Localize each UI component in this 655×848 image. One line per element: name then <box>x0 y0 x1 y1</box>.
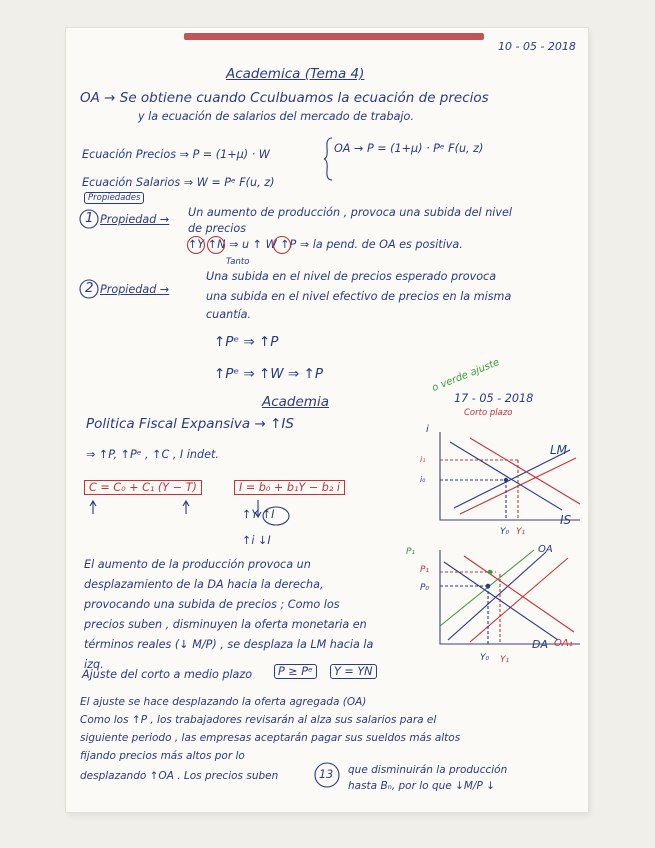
graph-top-is: IS <box>560 513 572 527</box>
graph-bottom-y1: Y₁ <box>500 655 510 665</box>
prop1-line2: de precios <box>188 222 247 235</box>
graph-top-i0: i₀ <box>420 475 426 484</box>
para2-line3: siguiente periodo , las empresas aceptarán pagar sus sueldos más altos <box>80 732 461 744</box>
small-up-arrows <box>88 498 268 524</box>
oa-definition-line1: OA → Se obtiene cuando Cculbuamos la ecuación de precios <box>80 90 489 106</box>
graph-top-y0: Y₀ <box>500 527 510 537</box>
section2-chain: ⇒ ↑P, ↑Pᵉ , ↑C , I indet. <box>86 448 219 461</box>
prop2-chain1: ↑Pᵉ ⇒ ↑P <box>214 334 279 350</box>
y-up-i-up: ↑Y ↑I <box>242 508 275 521</box>
para1-line3: provocando una subida de precios ; Como los <box>84 598 340 611</box>
corto-plazo-note: Corto plazo <box>464 408 513 418</box>
graph-bottom-p1: P₁ <box>420 565 430 575</box>
para1-line5: términos reales (↓ M/P) , se desplaza la LM hacia la <box>84 638 374 651</box>
para2-number: 13 <box>319 768 334 781</box>
prop1-chain: ↑Y ↑N ⇒ u ↑ W ↑P ⇒ la pend. de OA es positiva. <box>188 238 463 251</box>
para1-line1: El aumento de la producción provoca un <box>84 558 311 571</box>
equation-brace <box>324 136 334 182</box>
oa-da-graph <box>406 544 584 674</box>
i-up-i-down: ↑i ↓I <box>242 534 271 547</box>
graph-bottom-oa1: OA₁ <box>554 638 573 649</box>
section2-title: Academia <box>262 394 329 410</box>
prop2-chain2: ↑Pᵉ ⇒ ↑W ⇒ ↑P <box>214 366 323 382</box>
page-top-band <box>184 33 484 40</box>
graph-top-y1: Y₁ <box>516 527 526 537</box>
para2-line5a: desplazando ↑OA . Los precios suben <box>80 770 279 782</box>
y-up-circle <box>262 504 292 528</box>
prop2-line1: Una subida en el nivel de precios esperado provoca <box>206 270 497 283</box>
propiedades-label: Propiedades <box>84 192 144 204</box>
prop2-label: Propiedad → <box>100 283 170 296</box>
graph-top-i1: i₁ <box>420 455 426 464</box>
graph-bottom-y0: Y₀ <box>480 653 490 663</box>
prop2-line2: una subida en el nivel efectivo de precios en la misma <box>206 290 512 303</box>
para2-line2: Como los ↑P , los trabajadores revisarán al alza sus salarios para el <box>80 714 437 726</box>
oa-equation: OA → P = (1+μ) · Pᵉ F(u, z) <box>334 142 484 155</box>
notebook-page <box>66 28 588 812</box>
graph-bottom-da: DA <box>532 638 548 651</box>
para2-line4: fijando precios más altos por lo <box>80 750 245 762</box>
para1-line4: precios suben , disminuyen la oferta monetaria en <box>84 618 367 631</box>
prop1-red-circles <box>186 234 346 256</box>
graph-bottom-oa: OA <box>538 544 553 555</box>
para1-line6: izq. <box>84 658 104 671</box>
price-equation: Ecuación Precios ⇒ P = (1+μ) · W <box>82 148 270 161</box>
graph-top-lm: LM <box>550 443 568 457</box>
date-header: 10 - 05 - 2018 <box>498 40 576 53</box>
prop1-note: Tanto <box>226 257 250 267</box>
date-second: 17 - 05 - 2018 <box>454 392 534 405</box>
ajuste-box1: P ≥ Pᵉ <box>274 664 317 679</box>
para2-line6: hasta Bₙ, por lo que ↓M/P ↓ <box>348 780 495 792</box>
graph-bottom-p0: P₀ <box>420 583 430 593</box>
prop1-label: Propiedad → <box>100 213 170 226</box>
consumption-function: C = C₀ + C₁ (Y − T) <box>84 480 202 495</box>
wage-equation: Ecuación Salarios ⇒ W = Pᵉ F(u, z) <box>82 176 275 189</box>
graph-bottom-p1-axis: P₁ <box>406 547 416 557</box>
prop1-line1: Un aumento de producción , provoca una subida del nivel <box>188 206 513 219</box>
graph-top-axis-i: i <box>426 424 429 435</box>
prop2-number: 2 <box>85 280 94 296</box>
page-title: Academica (Tema 4) <box>226 66 365 82</box>
politica-fiscal: Politica Fiscal Expansiva → ↑IS <box>86 416 294 432</box>
ajuste-line: Ajuste del corto a medio plazo <box>82 668 253 681</box>
investment-function: I = b₀ + b₁Y − b₂ i <box>234 480 345 495</box>
oa-definition-line2: y la ecuación de salarios del mercado de trabajo. <box>138 110 414 123</box>
prop1-number: 1 <box>85 210 94 226</box>
verde-ajuste-note: o verde ajuste <box>430 356 502 395</box>
ajuste-box2: Y = YN <box>330 664 377 679</box>
is-lm-graph <box>420 424 584 538</box>
para2-line5b: que disminuirán la producción <box>348 764 508 776</box>
para2-line1: El ajuste se hace desplazando la oferta agregada (OA) <box>80 696 367 708</box>
para1-line2: desplazamiento de la DA hacia la derecha, <box>84 578 324 591</box>
prop2-line3: cuantía. <box>206 308 252 321</box>
